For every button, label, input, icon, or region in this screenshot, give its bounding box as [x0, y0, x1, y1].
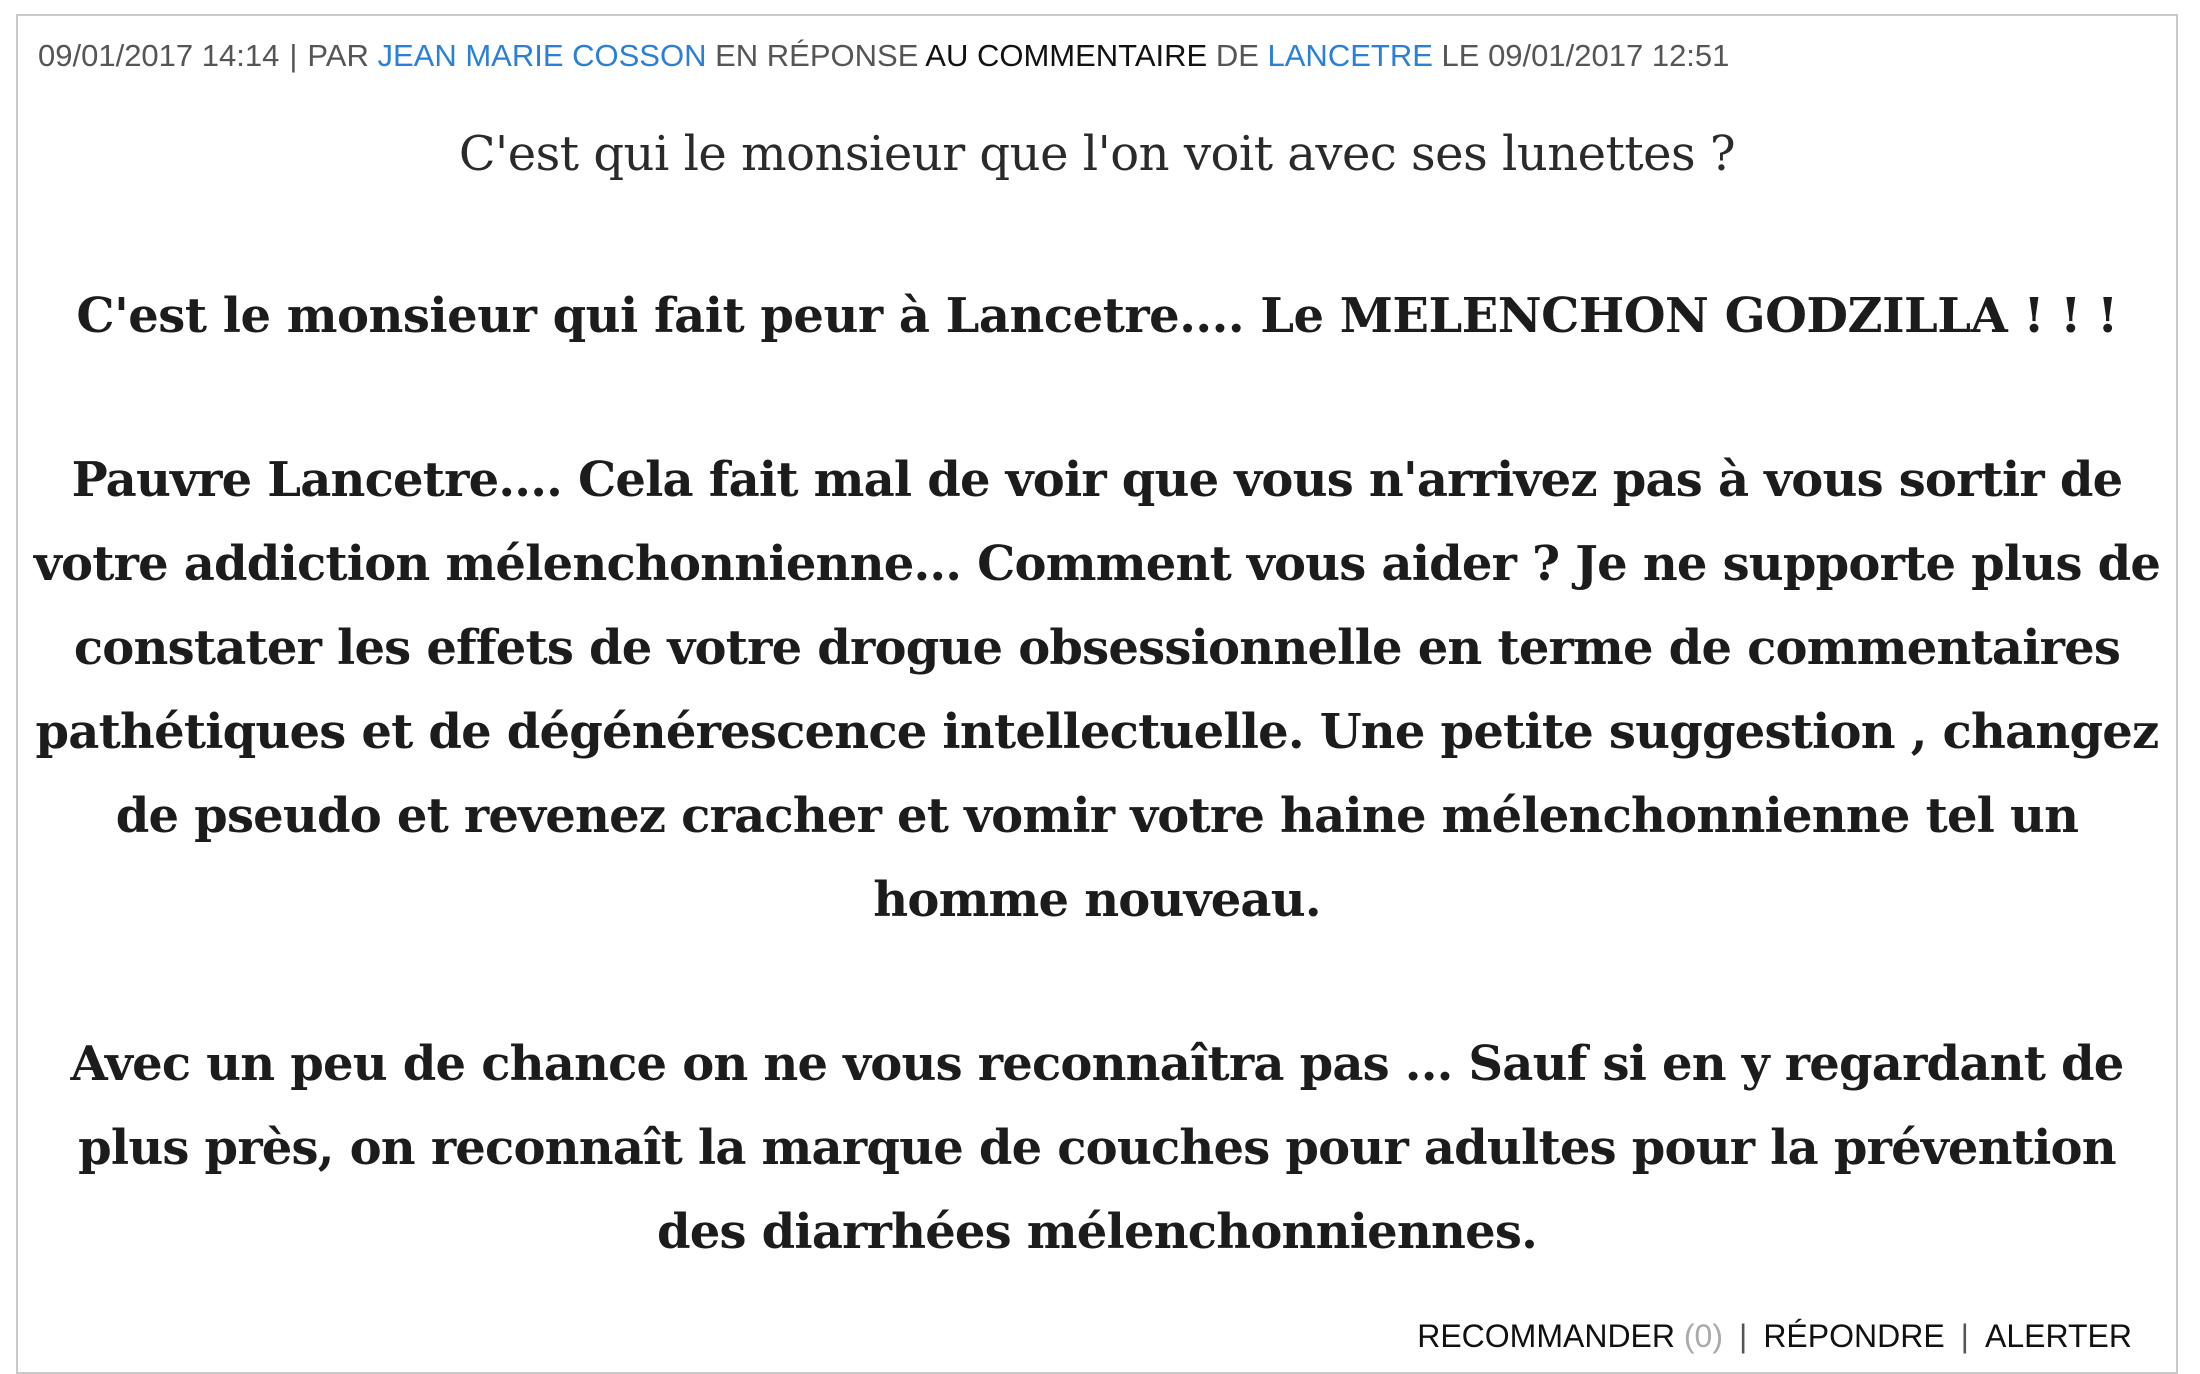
recommend-count: (0)	[1683, 1318, 1723, 1354]
reply-date-label: LE	[1441, 38, 1480, 73]
comment-card	[16, 14, 2178, 1374]
reply-author-link[interactable]: LANCETRE	[1267, 38, 1433, 73]
comment-paragraph: Pauvre Lancetre.... Cela fait mal de voir que vous n'arrivez pas à vous sortir de votre addiction mélenchonnienne... Comment vous aider ? Je ne supporte plus de constater les effets de votre drogue obsessionnelle en terme de commentaires pathétiques et de dégénérescence intellectuelle. Une petite suggestion , changez de pseudo et revenez cracher et vomir votre haine mélenchonnienne tel un homme nouveau.	[33, 452, 2161, 928]
comment-date: 09/01/2017 14:14	[38, 38, 280, 73]
comment-paragraph-question: C'est qui le monsieur que l'on voit avec ses lunettes ?	[458, 126, 1736, 182]
reply-of-label: DE	[1215, 38, 1259, 73]
author-link[interactable]: JEAN MARIE COSSON	[377, 38, 707, 73]
meta-separator: |	[289, 38, 298, 73]
reply-label: EN RÉPONSE	[715, 38, 919, 73]
alert-button[interactable]: ALERTER	[1984, 1318, 2132, 1354]
by-label: PAR	[307, 38, 369, 73]
comment-meta	[38, 38, 1729, 74]
comment-paragraph: C'est le monsieur qui fait peur à Lancetre.... Le MELENCHON GODZILLA ! ! !	[76, 288, 2118, 344]
recommend-label: RECOMMANDER	[1417, 1318, 1675, 1354]
action-separator: |	[1739, 1318, 1748, 1354]
parent-comment-link[interactable]: AU COMMENTAIRE	[925, 38, 1208, 73]
comment-actions	[1417, 1318, 2132, 1355]
comment-paragraph: Avec un peu de chance on ne vous reconnaîtra pas ... Sauf si en y regardant de plus près, on reconnaît la marque de couches pour adultes pour la prévention des diarrhées mélenchonniennes.	[70, 1036, 2124, 1260]
comment-body	[18, 112, 2176, 1274]
reply-button[interactable]: RÉPONDRE	[1763, 1318, 1945, 1354]
reply-date: 09/01/2017 12:51	[1488, 38, 1730, 73]
recommend-button[interactable]	[1417, 1318, 1723, 1354]
action-separator: |	[1960, 1318, 1969, 1354]
